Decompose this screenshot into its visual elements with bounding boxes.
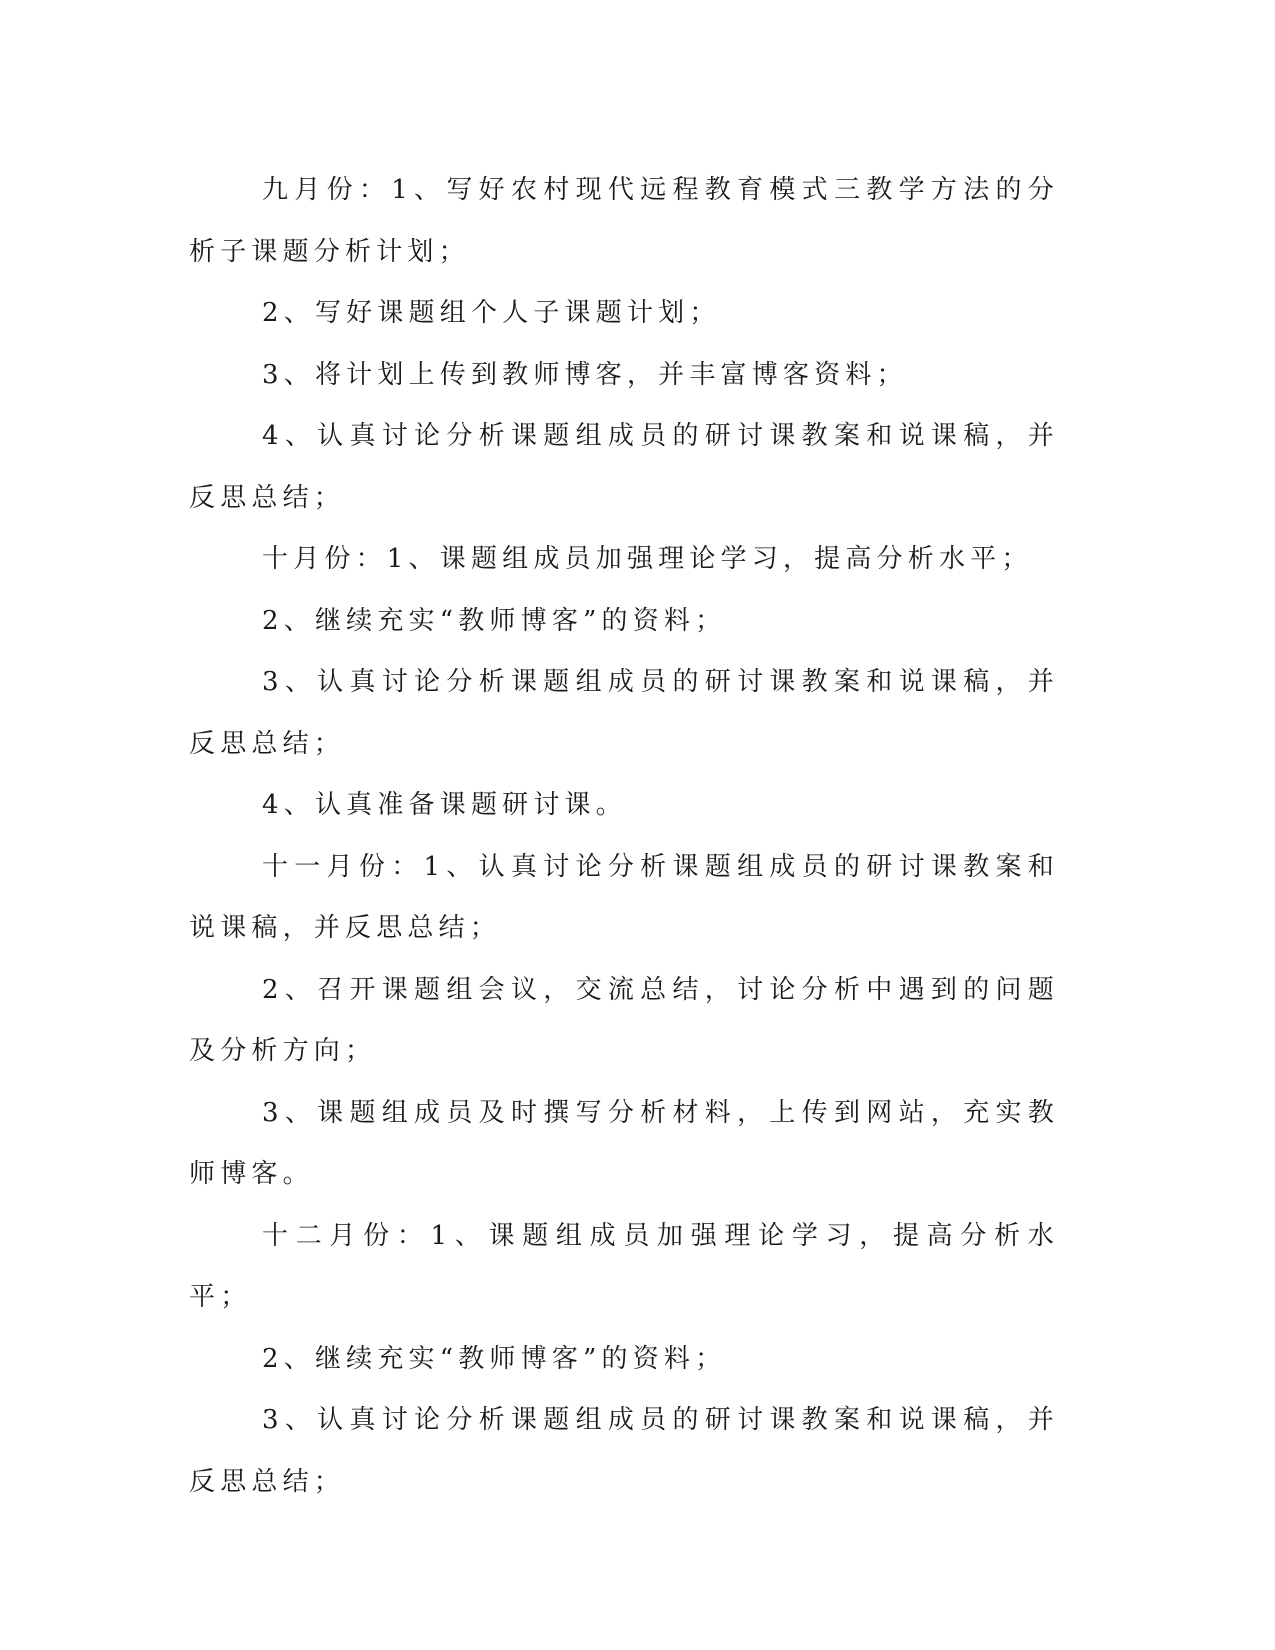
paragraph-november-1: 十一月份：1、认真讨论分析课题组成员的研讨课教案和说课稿，并反思总结； <box>189 851 1059 943</box>
paragraph-october-1: 十月份：1、课题组成员加强理论学习，提高分析水平； <box>262 544 1033 574</box>
paragraph-november-3: 3、课题组成员及时撰写分析材料，上传到网站，充实教师博客。 <box>189 1097 1059 1189</box>
paragraph-september-4: 4、认真讨论分析课题组成员的研讨课教案和说课稿，并反思总结； <box>189 421 1059 513</box>
paragraph-september-1: 九月份：1、写好农村现代远程教育模式三教学方法的分析子课题分析计划； <box>189 175 1059 267</box>
paragraph-december-2: 2、继续充实“教师博客”的资料； <box>262 1343 727 1374</box>
paragraph-october-4: 4、认真准备课题研讨课。 <box>262 790 627 820</box>
paragraph-october-2: 2、继续充实“教师博客”的资料； <box>262 605 727 636</box>
paragraph-december-3: 3、认真讨论分析课题组成员的研讨课教案和说课稿，并反思总结； <box>189 1405 1059 1497</box>
paragraph-september-3: 3、将计划上传到教师博客，并丰富博客资料； <box>262 359 908 390</box>
paragraph-november-2: 2、召开课题组会议，交流总结，讨论分析中遇到的问题及分析方向； <box>189 974 1059 1066</box>
paragraph-october-3: 3、认真讨论分析课题组成员的研讨课教案和说课稿，并反思总结； <box>189 667 1059 759</box>
paragraph-september-2: 2、写好课题组个人子课题计划； <box>262 298 721 328</box>
paragraph-december-1: 十二月份：1、课题组成员加强理论学习，提高分析水平； <box>189 1220 1059 1312</box>
document-body <box>189 160 1059 1513</box>
